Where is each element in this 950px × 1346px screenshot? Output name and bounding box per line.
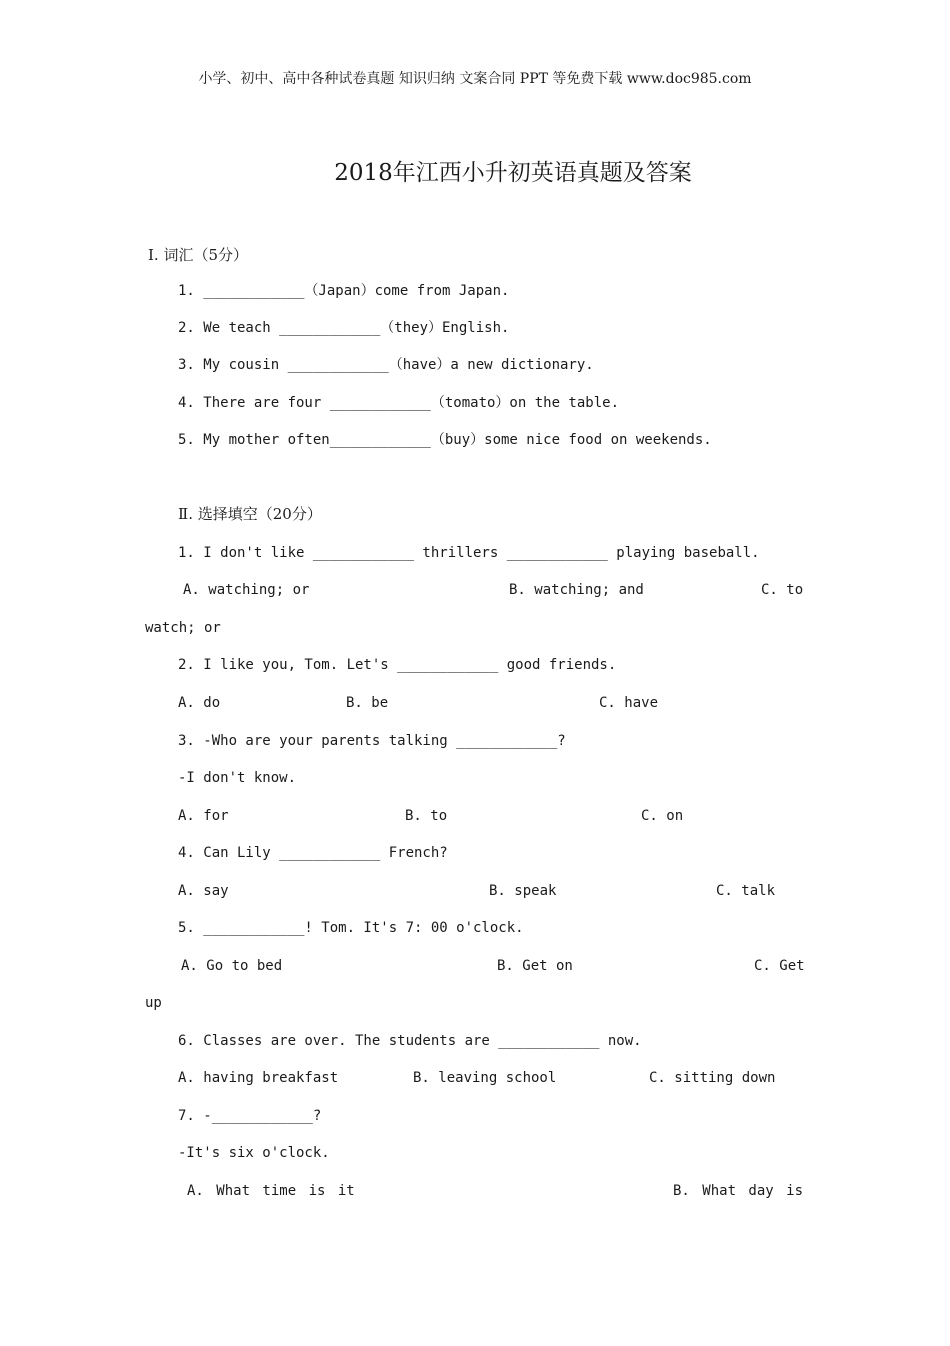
page-title: 2018年江西小升初英语真题及答案 — [334, 160, 692, 186]
question-6-stem: 6. Classes are over. The students are ____________ now. — [178, 1033, 642, 1049]
question-3-option-b: B. to — [405, 808, 448, 824]
section-2-heading: Ⅱ. 选择填空（20分） — [178, 505, 322, 523]
question-7-option-a: A. What time is it — [187, 1183, 355, 1199]
vocab-item-4: 4. There are four ____________（tomato）on the table. — [178, 395, 620, 411]
question-7-option-b: B. What day is — [673, 1183, 804, 1199]
question-4-option-c: C. talk — [716, 883, 776, 899]
question-2-option-c: C. have — [599, 695, 659, 711]
question-7-reply: -It's six o'clock. — [178, 1145, 330, 1161]
section-1-heading: Ⅰ. 词汇（5分） — [148, 246, 249, 264]
question-6-option-c: C. sitting down — [649, 1070, 776, 1086]
question-2-stem: 2. I like you, Tom. Let's ____________ good friends. — [178, 657, 617, 673]
question-3-reply: -I don't know. — [178, 770, 297, 786]
vocab-item-5: 5. My mother often____________（buy）some nice food on weekends. — [178, 432, 712, 448]
question-5-stem: 5. ____________! Tom. It's 7: 00 o'clock. — [178, 920, 524, 936]
question-1-option-a: A. watching; or — [183, 582, 310, 598]
question-1-option-c-continued: watch; or — [145, 620, 221, 636]
question-3-option-c: C. on — [641, 808, 684, 824]
question-4-option-b: B. speak — [489, 883, 557, 899]
question-1-option-c: C. to — [761, 582, 804, 598]
question-2-option-b: B. be — [346, 695, 389, 711]
question-3-option-a: A. for — [178, 808, 229, 824]
question-5-option-c: C. Get — [754, 958, 805, 974]
question-7-stem: 7. -____________? — [178, 1108, 322, 1124]
vocab-item-1: 1. ____________（Japan）come from Japan. — [178, 283, 510, 299]
question-4-stem: 4. Can Lily ____________ French? — [178, 845, 448, 861]
question-2-option-a: A. do — [178, 695, 221, 711]
question-1-stem: 1. I don't like ____________ thrillers ____________ playing baseball. — [178, 545, 760, 561]
question-6-option-b: B. leaving school — [413, 1070, 557, 1086]
question-5-option-a: A. Go to bed — [181, 958, 283, 974]
question-1-option-b: B. watching; and — [509, 582, 644, 598]
question-4-option-a: A. say — [178, 883, 229, 899]
page-header: 小学、初中、高中各种试卷真题 知识归纳 文案合同 PPT 等免费下载 www.doc985.com — [198, 71, 752, 87]
question-6-option-a: A. having breakfast — [178, 1070, 339, 1086]
vocab-item-3: 3. My cousin ____________（have）a new dictionary. — [178, 357, 594, 373]
question-3-stem: 3. -Who are your parents talking ____________? — [178, 733, 566, 749]
vocab-item-2: 2. We teach ____________（they）English. — [178, 320, 510, 336]
question-5-option-b: B. Get on — [497, 958, 573, 974]
question-5-option-c-continued: up — [145, 995, 162, 1011]
